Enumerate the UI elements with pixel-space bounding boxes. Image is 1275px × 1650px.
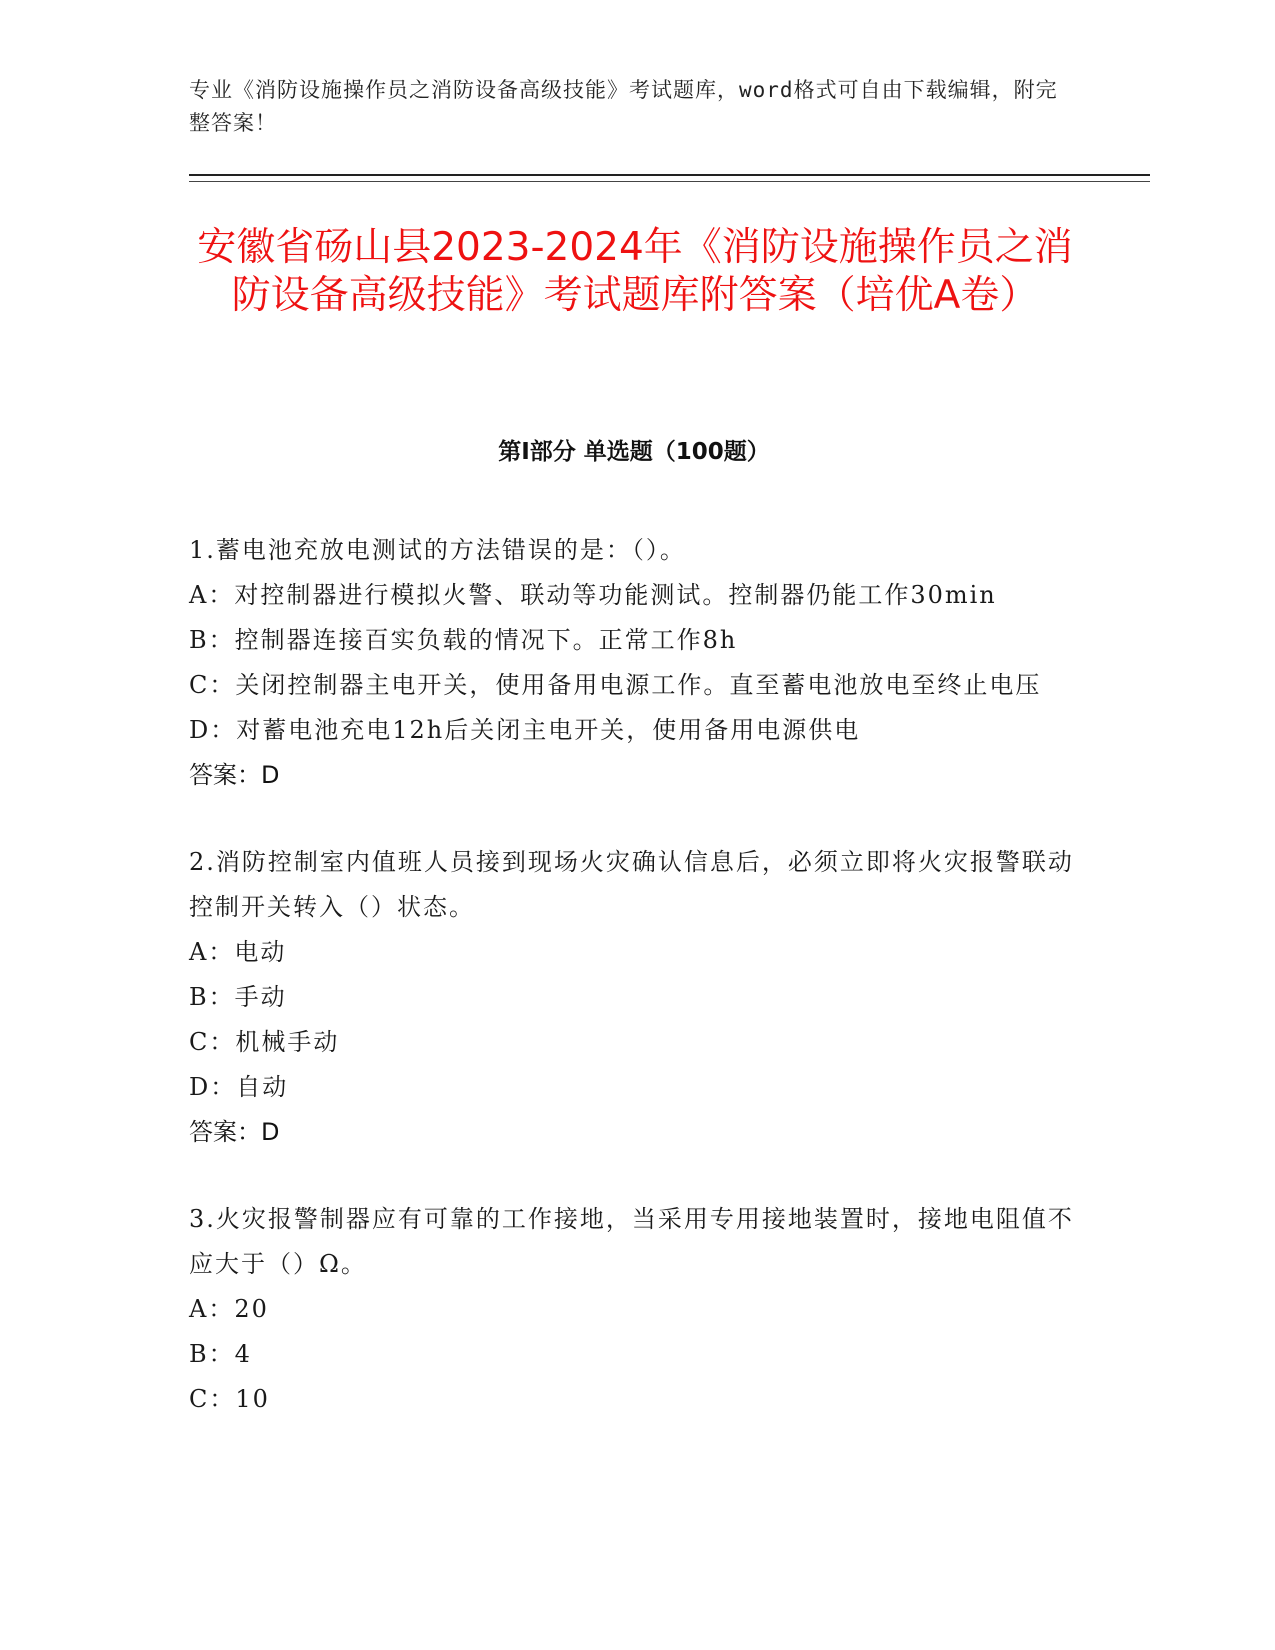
question-list	[189, 528, 1079, 1464]
option-a: A：电动	[189, 938, 287, 966]
answer-line: 答案：D	[189, 761, 280, 789]
option-b: B：4	[189, 1340, 252, 1368]
option-d: D：对蓄电池充电12h后关闭主电开关，使用备用电源供电	[189, 716, 861, 744]
question-1	[189, 528, 1079, 798]
option-c: C：机械手动	[189, 1028, 340, 1056]
option-a: A：对控制器进行模拟火警、联动等功能测试。控制器仍能工作30min	[189, 581, 997, 609]
option-b: B：手动	[189, 983, 287, 1011]
document-title: 安徽省砀山县2023-2024年《消防设施操作员之消防设备高级技能》考试题库附答案（培优A卷）	[197, 225, 1073, 318]
option-b: B：控制器连接百实负载的情况下。正常工作8h	[189, 626, 738, 654]
option-c: C：关闭控制器主电开关，使用备用电源工作。直至蓄电池放电至终止电压	[189, 671, 1042, 699]
option-c: C：10	[189, 1385, 270, 1413]
answer-line: 答案：D	[189, 1118, 280, 1146]
header-note: 专业《消防设施操作员之消防设备高级技能》考试题库，word格式可自由下载编辑，附完整答案！	[189, 78, 1058, 135]
option-d: D：自动	[189, 1073, 289, 1101]
section-title: 第I部分 单选题（100题）	[498, 439, 770, 465]
question-2	[189, 840, 1079, 1155]
header-divider-thin	[189, 181, 1150, 182]
question-stem: 2.消防控制室内值班人员接到现场火灾确认信息后，必须立即将火灾报警联动控制开关转入（）状态。	[189, 848, 1074, 921]
header-divider-thick	[189, 174, 1150, 176]
question-stem: 3.火灾报警制器应有可靠的工作接地，当采用专用接地装置时，接地电阻值不应大于（）Ω。	[189, 1205, 1074, 1278]
question-stem: 1.蓄电池充放电测试的方法错误的是：（）。	[189, 536, 686, 564]
question-3	[189, 1197, 1079, 1422]
option-a: A：20	[189, 1295, 269, 1323]
